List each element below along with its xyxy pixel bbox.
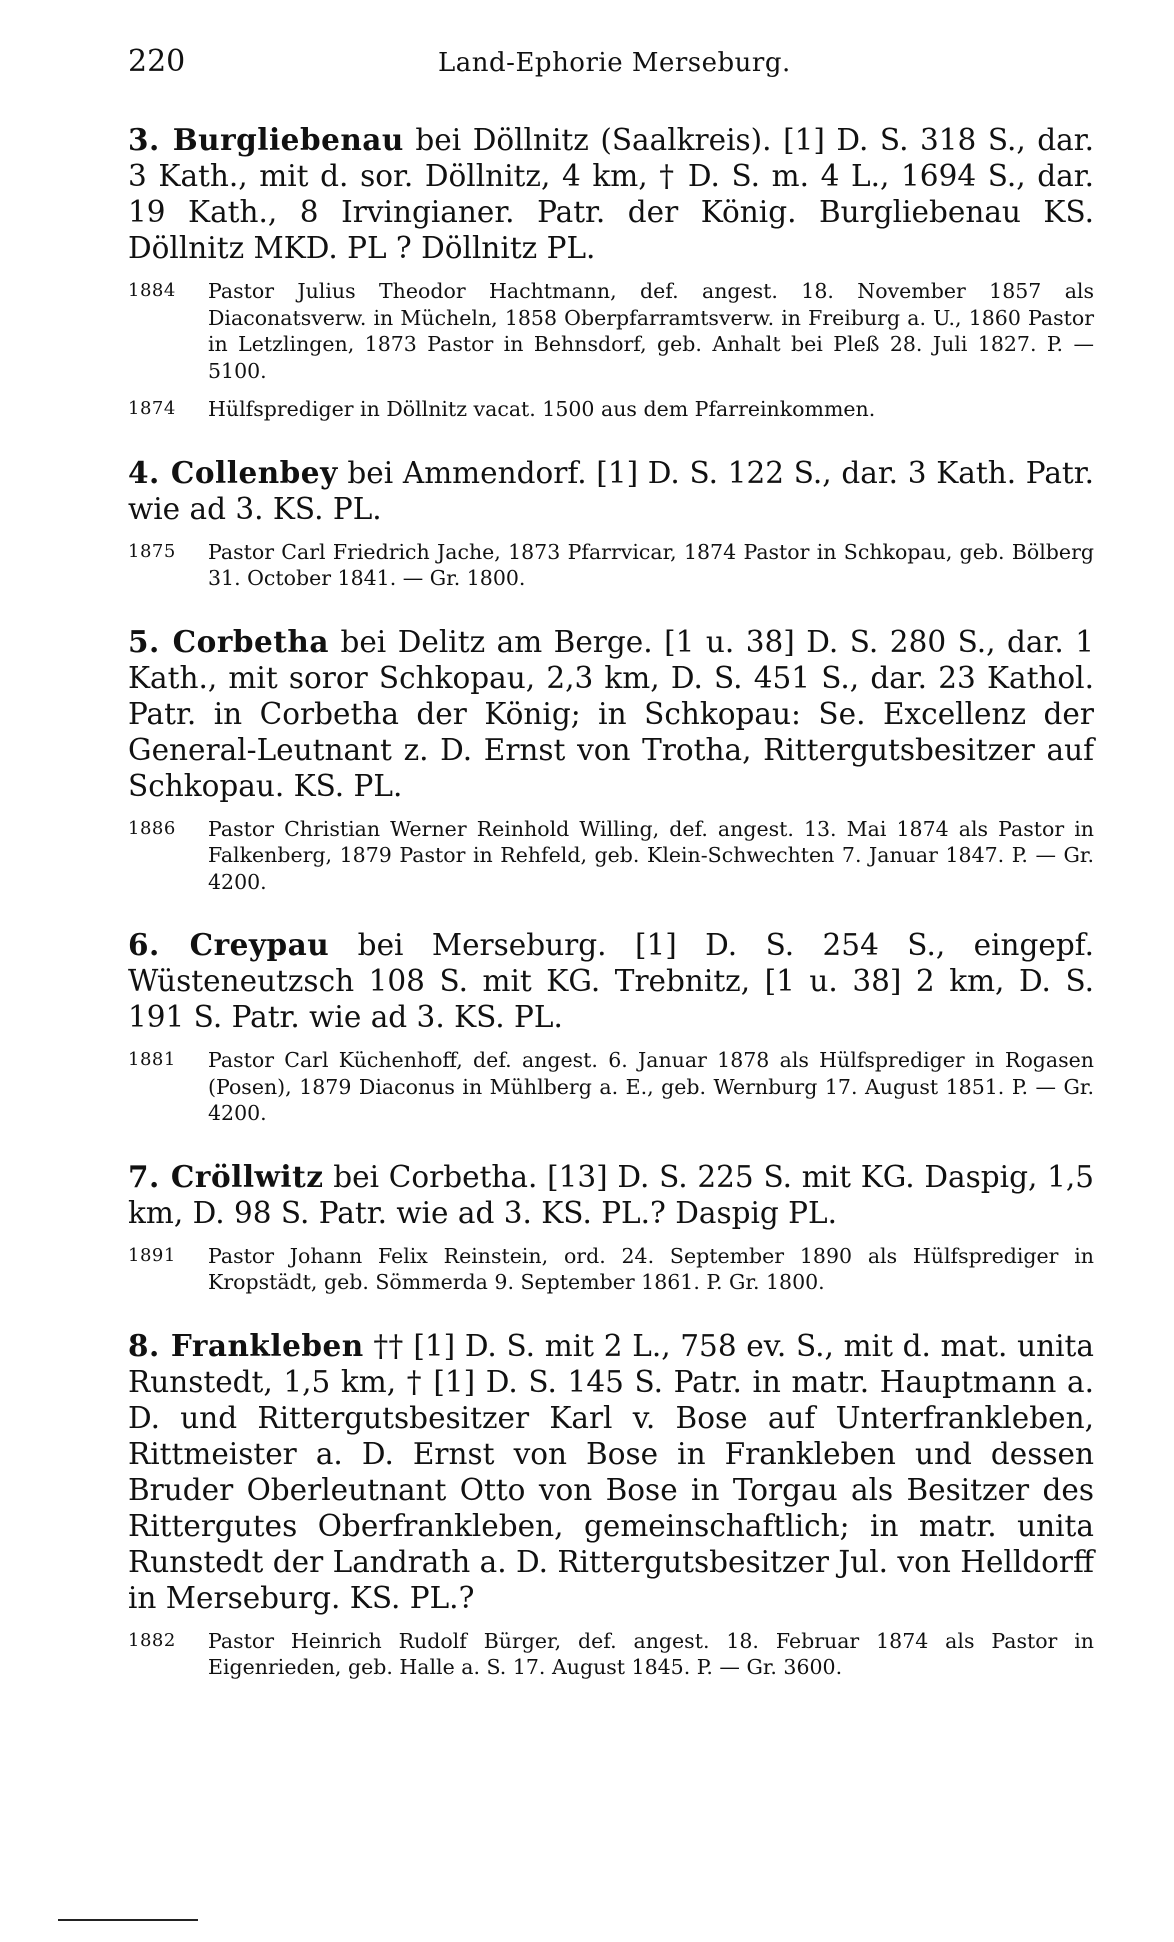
note-year: 1881 [128,1049,176,1070]
note-year: 1875 [128,540,176,562]
note-year: 1882 [128,1629,176,1651]
parish-entry [128,1328,1094,1681]
entry-heading [128,1328,1094,1616]
note-year: 1886 [128,817,176,839]
parish-entry [128,455,1094,592]
entry-heading [128,624,1094,804]
pastor-note [128,396,1094,423]
running-head: Land-Ephorie Merseburg. [438,48,791,78]
pastor-note [128,539,1094,592]
parish-entry [128,1159,1094,1296]
note-text: Pastor Christian Werner Reinhold Willing, def. angest. 13. Mai 1874 als Pastor in Falkenberg, 1879 Pastor in Rehfeld, geb. Klein-Schwechten 7. Januar 1847. P. — Gr. 4200. [208,816,1094,894]
entry-heading [128,455,1094,527]
pastor-note [128,816,1094,896]
note-text: Pastor Julius Theodor Hachtmann, def. angest. 18. November 1857 als Diaconatsverw. in Mücheln, 1858 Oberpfarramtsverw. in Freiburg a. U., 1860 Pastor in Letzlingen, 1873 Pastor in Behnsdorf, geb. Anhalt bei Pleß 28. Juli 1827. P. — 5100. [208,279,1094,383]
pastor-note [128,1628,1094,1681]
note-text: Pastor Johann Felix Reinstein, ord. 24. September 1890 als Hülfsprediger in Kropstädt, geb. Sömmerda 9. September 1861. P. Gr. 1800. [208,1243,1094,1294]
entry-heading [128,122,1094,266]
parish-name: 4. Collenbey [128,454,338,490]
parish-description: bei Delitz am Berge. [1 u. 38] D. S. 280 S., dar. 1 Kath., mit soror Schkopau, 2,3 km, D. S. 451 S., dar. 23 Kathol. Patr. in Corbetha der König; in Schkopau: Se. Excellenz der General-Leutnant z. D. Ernst von Trotha, Rittergutsbesitzer auf Schkopau. KS. PL. [128,624,1094,803]
parish-name: 8. Frankleben [128,1327,364,1363]
parish-name: 3. Burgliebenau [128,122,404,157]
note-text: Pastor Heinrich Rudolf Bürger, def. angest. 18. Februar 1874 als Pastor in Eigenrieden, geb. Halle a. S. 17. August 1845. P. — Gr. 3600. [208,1628,1094,1679]
parish-name: 6. Creypau [128,927,330,962]
parish-description: bei Döllnitz (Saalkreis). [1] D. S. 318 S., dar. 3 Kath., mit d. sor. Döllnitz, 4 km, † D. S. m. 4 L., 1694 S., dar. 19 Kath., 8 Irvingianer. Patr. der König. Burgliebenau KS. Döllnitz MKD. PL ? Döllnitz PL. [128,123,1094,265]
note-text: Pastor Carl Friedrich Jache, 1873 Pfarrvicar, 1874 Pastor in Schkopau, geb. Bölberg 31. October 1841. — Gr. 1800. [208,539,1094,590]
parish-description: bei Corbetha. [13] D. S. 225 S. mit KG. Daspig, 1,5 km, D. 98 S. Patr. wie ad 3. KS. PL.? Daspig PL. [128,1159,1094,1230]
entry-heading [128,927,1094,1035]
note-year: 1874 [128,398,176,419]
parish-description: †† [1] D. S. mit 2 L., 758 ev. S., mit d. mat. unita Runstedt, 1,5 km, † [1] D. S. 145 S. Patr. in matr. Hauptmann a. D. und Rittergutsbesitzer Karl v. Bose auf Unterfrankleben, Rittmeister a. D. Ernst von Bose in Frankleben und dessen Bruder Oberleutnant Otto von Bose in Torgau als Besitzer des Rittergutes Oberfrankleben, gemeinschaftlich; in matr. unita Runstedt der Landrath a. D. Rittergutsbesitzer Jul. von Helldorff in Merseburg. KS. PL.? [128,1328,1094,1615]
parish-entry [128,624,1094,896]
page-number: 220 [128,44,186,79]
note-year: 1884 [128,280,176,301]
note-text: Hülfsprediger in Döllnitz vacat. 1500 aus dem Pfarreinkommen. [208,397,876,421]
pastor-note [128,1243,1094,1296]
note-year: 1891 [128,1244,176,1266]
parish-name: 7. Cröllwitz [128,1158,324,1194]
pastor-note [128,278,1094,384]
entry-heading [128,1159,1094,1231]
parish-entry [128,927,1094,1127]
note-text: Pastor Carl Küchenhoff, def. angest. 6. Januar 1878 als Hülfsprediger in Rogasen (Posen), 1879 Diaconus in Mühlberg a. E., geb. Wernburg 17. August 1851. P. — Gr. 4200. [208,1048,1094,1125]
parish-description: bei Ammendorf. [1] D. S. 122 S., dar. 3 Kath. Patr. wie ad 3. KS. PL. [128,455,1094,526]
pastor-note [128,1047,1094,1127]
page-header [128,40,1094,90]
footnote-rule [58,1919,198,1921]
parish-name: 5. Corbetha [128,623,329,659]
parish-entry [128,122,1094,423]
parish-description: bei Merseburg. [1] D. S. 254 S., eingepf. Wüsteneutzsch 108 S. mit KG. Trebnitz, [1 u. 38] 2 km, D. S. 191 S. Patr. wie ad 3. KS. PL. [128,928,1094,1034]
document-page [128,40,1094,1681]
